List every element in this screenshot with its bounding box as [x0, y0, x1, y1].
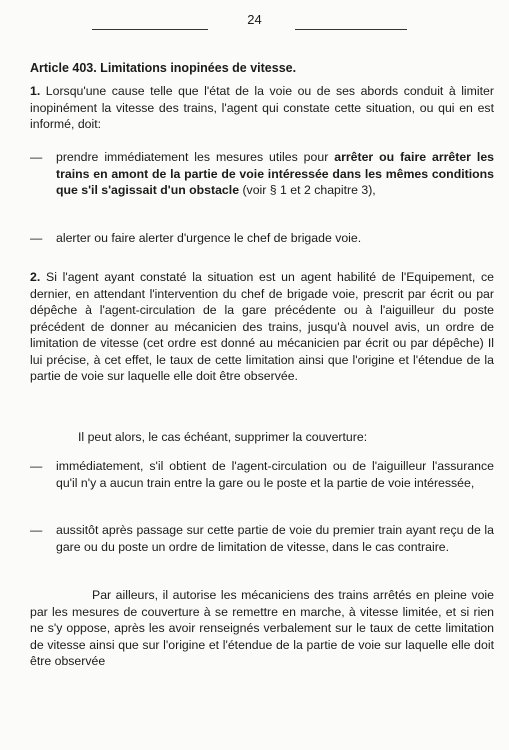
list-dash: — — [30, 150, 43, 164]
paragraph-1-text: Lorsqu'une cause telle que l'état de la voie ou de ses abords conduit à limiter inopinément la vitesse des trains, l'agent qui constate cette situation, ou qui en est informé, doit: — [30, 84, 494, 131]
page-number: 24 — [247, 12, 262, 27]
paragraph-2-number: 2. — [30, 270, 41, 284]
list-dash: — — [30, 459, 43, 473]
paragraph-1 — [30, 83, 494, 133]
paragraph-4: Par ailleurs, il autorise les mécaniciens des trains arrêtés en pleine voie par les mesures de couverture à se remettre en marche, à vitesse limitée, et si rien ne s'y oppose, après les avoir renseignés verbalement sur le taux de cette limitation de vitesse ainsi que sur l'origine et l'étendue de la partie de voie sur laquelle elle doit être observée — [30, 588, 494, 668]
list-item-text: alerter ou faire alerter d'urgence le chef de brigade voie. — [56, 231, 362, 245]
list-item — [30, 458, 494, 491]
paragraph-3: Il peut alors, le cas échéant, supprimer la couverture: — [78, 430, 368, 444]
paragraph-2 — [30, 269, 494, 385]
list-item-text: prendre immédiatement les mesures utiles pour arrêter ou faire arrêter les trains en amont de la partie de voie intéressée dans les mêmes conditions que s'il s'agissait d'un obstacle (voir § 1 et 2 chapitre 3), — [56, 150, 494, 197]
list-item-text: immédiatement, s'il obtient de l'agent-circulation ou de l'aiguilleur l'assurance qu'il n'y a aucun train entre la gare ou le poste et la partie de voie intéressée, — [56, 459, 494, 490]
article-heading: Article 403. Limitations inopinées de vitesse. — [30, 61, 297, 75]
paragraph-1-number: 1. — [30, 84, 41, 98]
list-item — [30, 149, 494, 199]
header-rule-right — [295, 29, 407, 30]
list-item — [30, 230, 494, 247]
paragraph-2-text: Si l'agent ayant constaté la situation est un agent habilité de l'Equipement, ce dernier, en attendant l'intervention du chef de brigade voie, prescrit par écrit ou par dépêche à l'agent-circulation de la gare précédente ou à l'aiguilleur du poste précédent de donner au mécanicien des trains, jusqu'à nouvel avis, un ordre de limitation de vitesse (cet ordre est donné au mécanicien par écrit ou par dépêche) Il lui précise, à cet effet, le taux de cette limitation ainsi que l'origine et l'étendue de la partie de voie sur laquelle elle doit être observée. — [30, 270, 494, 383]
list-dash: — — [30, 231, 43, 245]
list-item — [30, 522, 494, 555]
header-rule-left — [92, 29, 208, 30]
list-dash: — — [30, 523, 43, 537]
list-item-text: aussitôt après passage sur cette partie de voie du premier train ayant reçu de la gare ou du poste un ordre de limitation de vitesse, dans le cas contraire. — [56, 523, 494, 554]
